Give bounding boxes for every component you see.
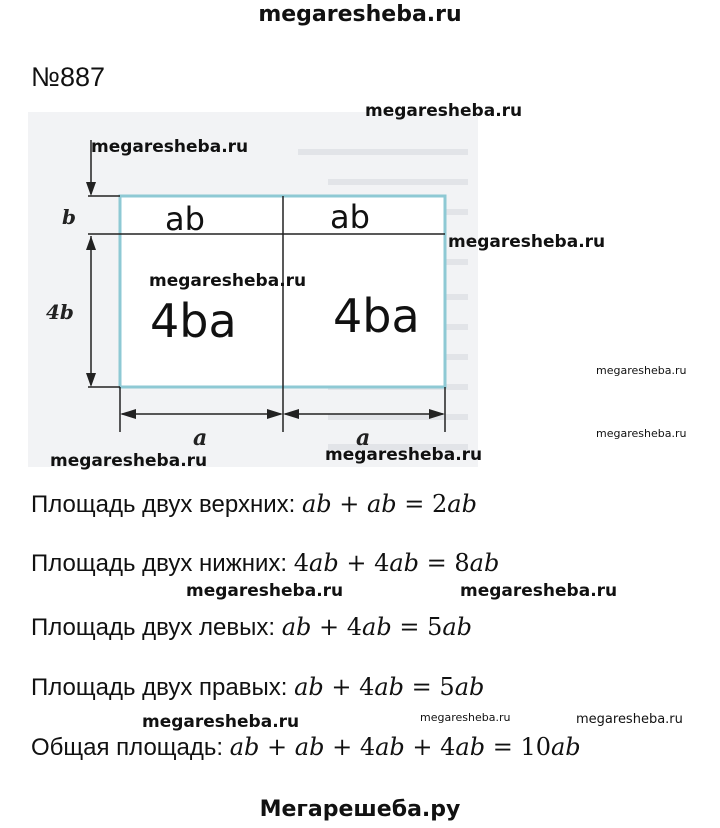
line-label: Общая площадь: — [31, 734, 230, 761]
problem-number: №887 — [31, 62, 106, 92]
line-label: Площадь двух правых: — [31, 674, 295, 701]
watermark: megaresheba.ru — [91, 137, 249, 157]
solution-line-total: Общая площадь: ab + ab + 4ab + 4ab = 10ab — [31, 733, 581, 761]
cell-bottom-left: 4ba — [150, 294, 237, 348]
line-label: Площадь двух левых: — [31, 614, 282, 641]
line-label: Площадь двух нижних: — [31, 550, 294, 577]
site-header: megaresheba.ru — [258, 2, 462, 27]
label-a-right: a — [356, 425, 371, 451]
solution-line-left: Площадь двух левых: ab + 4ab = 5ab — [31, 613, 473, 641]
watermark: megaresheba.ru — [142, 712, 300, 732]
watermark: megaresheba.ru — [325, 445, 483, 465]
label-b: b — [62, 205, 76, 229]
watermark: megaresheba.ru — [420, 711, 511, 724]
watermark: megaresheba.ru — [186, 581, 344, 601]
label-a-left: a — [193, 425, 208, 451]
watermark: megaresheba.ru — [50, 451, 208, 471]
label-4b: 4b — [46, 300, 74, 324]
watermark: megaresheba.ru — [576, 712, 683, 727]
solution-line-top: Площадь двух верхних: ab + ab = 2ab — [31, 490, 477, 518]
line-label: Площадь двух верхних: — [31, 491, 302, 518]
solution-line-right: Площадь двух правых: ab + 4ab = 5ab — [31, 673, 485, 701]
watermark: megaresheba.ru — [448, 232, 606, 252]
watermark: megaresheba.ru — [365, 101, 523, 121]
site-footer: Мегарешеба.ру — [259, 797, 461, 822]
cell-top-left: ab — [165, 200, 205, 238]
watermark: megaresheba.ru — [596, 427, 687, 440]
watermark: megaresheba.ru — [596, 364, 687, 377]
cell-bottom-right: 4ba — [333, 289, 420, 343]
watermark: megaresheba.ru — [460, 581, 618, 601]
cell-top-right: ab — [330, 198, 370, 236]
watermark: megaresheba.ru — [149, 271, 307, 291]
solution-line-bottom: Площадь двух нижних: 4ab + 4ab = 8ab — [31, 549, 500, 577]
